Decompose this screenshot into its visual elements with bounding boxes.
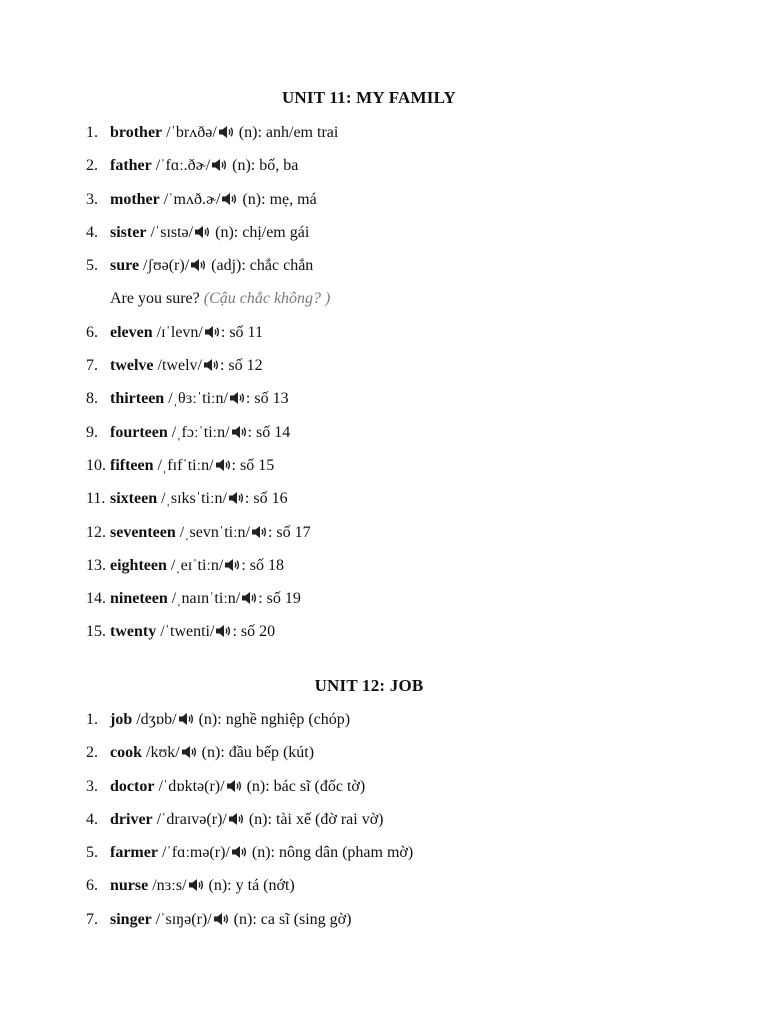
vocab-word: nineteen: [110, 590, 168, 608]
definition: : số 14: [247, 423, 291, 441]
ipa-transcription: /ˈfɑːmə(r)/: [161, 844, 230, 862]
ipa-transcription: /ˌsɪksˈtiːn/: [161, 490, 227, 508]
ipa-transcription: /ˈsɪstə/: [150, 223, 194, 241]
vocab-word: nurse: [110, 877, 149, 895]
definition: : số 16: [244, 490, 288, 508]
vocab-item: [0, 456, 768, 489]
item-number: 6.: [86, 877, 98, 895]
definition: : số 12: [219, 357, 263, 375]
speaker-icon[interactable]: [228, 812, 245, 832]
vocab-word: sure: [110, 257, 140, 275]
definition: (n): ca sĩ (sing gờ): [229, 910, 352, 928]
item-number: 6.: [86, 323, 98, 341]
vocab-entry: [110, 456, 274, 478]
vocab-item: [0, 423, 768, 456]
vocab-item: [0, 589, 768, 622]
definition: (n): y tá (nớt): [204, 877, 295, 895]
definition: (n): chị/em gái: [211, 223, 310, 241]
ipa-transcription: /ˈfɑː.ðɚ/: [155, 157, 211, 175]
ipa-transcription: /ˈdraɪvə(r)/: [156, 810, 227, 828]
ipa-transcription: /ˈbrʌðə/: [166, 124, 217, 141]
example-text: Are you sure?: [110, 290, 200, 308]
vocab-item: [0, 910, 768, 943]
vocab-word: father: [110, 157, 152, 175]
vocab-entry: [110, 389, 289, 411]
vocab-item: [0, 523, 768, 556]
speaker-icon[interactable]: [229, 391, 246, 411]
vocab-word: fourteen: [110, 423, 168, 441]
vocab-entry: [110, 489, 288, 511]
speaker-icon[interactable]: [231, 425, 248, 445]
speaker-icon[interactable]: [211, 158, 228, 178]
item-number: 12.: [86, 523, 106, 541]
definition: (n): anh/em trai: [234, 124, 339, 141]
vocab-word: thirteen: [110, 390, 165, 408]
vocab-entry: [110, 423, 290, 445]
definition: (n): tài xế (đờ rai vờ): [244, 810, 384, 828]
vocab-word: doctor: [110, 777, 155, 795]
definition: (n): mẹ, má: [238, 190, 317, 208]
definition: (n): bố, ba: [228, 157, 299, 175]
vocab-item: [0, 123, 768, 156]
definition: : số 15: [231, 456, 275, 474]
vocab-word: cook: [110, 744, 142, 762]
vocab-item: [0, 622, 768, 655]
definition: : số 19: [258, 590, 301, 608]
vocab-entry: [110, 323, 263, 345]
vocab-entry: [110, 743, 314, 765]
vocab-word: job: [110, 711, 133, 728]
item-number: 5.: [86, 844, 98, 862]
speaker-icon[interactable]: [226, 779, 243, 799]
vocab-word: mother: [110, 190, 160, 208]
unit-12-vocab-list: [0, 710, 768, 943]
vocab-entry: [110, 523, 311, 545]
vocab-item: [0, 156, 768, 189]
item-number: 4.: [86, 810, 98, 828]
definition: (n): đầu bếp (kút): [197, 744, 315, 762]
ipa-transcription: /ɪˈlevn/: [156, 323, 203, 341]
vocab-item: [0, 389, 768, 422]
vocab-item: [0, 710, 768, 743]
vocab-item: [0, 356, 768, 389]
vocab-item: [0, 223, 768, 256]
item-number: 7.: [86, 910, 98, 928]
speaker-icon[interactable]: [251, 525, 268, 545]
item-number: 7.: [86, 357, 98, 375]
vocab-word: eleven: [110, 323, 153, 341]
vocab-item: [0, 323, 768, 356]
vocab-word: twelve: [110, 357, 154, 375]
vocab-entry: [110, 876, 295, 898]
ipa-transcription: /ˌsevnˈtiːn/: [179, 523, 250, 541]
definition: (adj): chắc chắn: [207, 257, 314, 275]
vocab-word: fifteen: [110, 456, 154, 474]
item-number: 14.: [86, 590, 106, 608]
vocab-entry: [110, 123, 338, 145]
speaker-icon[interactable]: [241, 591, 258, 611]
item-number: 4.: [86, 223, 98, 241]
unit-11-vocab-list: [0, 123, 768, 656]
vocab-item: [0, 743, 768, 776]
unit-11-title: UNIT 11: MY FAMILY: [281, 88, 457, 107]
vocab-item: [0, 876, 768, 909]
vocab-entry: [110, 223, 309, 245]
definition: (n): nghề nghiệp (chóp): [194, 711, 351, 728]
vocab-word: seventeen: [110, 523, 176, 541]
item-number: 9.: [86, 423, 98, 441]
vocab-entry: [110, 777, 365, 799]
ipa-transcription: /ˈtwenti/: [160, 623, 215, 641]
ipa-transcription: /dʒɒb/: [136, 711, 177, 728]
vocab-entry: [110, 622, 275, 644]
vocab-entry: [110, 156, 298, 178]
speaker-icon[interactable]: [181, 745, 198, 765]
ipa-transcription: /twelv/: [157, 357, 202, 375]
ipa-transcription: /ʃʊə(r)/: [143, 257, 190, 275]
speaker-icon[interactable]: [203, 358, 220, 378]
vocab-item: [0, 190, 768, 223]
vocab-entry: [110, 556, 284, 578]
ipa-transcription: /ˌfɔːˈtiːn/: [171, 423, 230, 441]
item-number: 2.: [86, 744, 98, 762]
vocab-word: brother: [110, 124, 163, 141]
vocab-word: farmer: [110, 844, 158, 862]
item-number: 1.: [86, 711, 98, 728]
unit-12-title: UNIT 12: JOB: [314, 676, 424, 695]
definition: : số 13: [245, 390, 289, 408]
definition: : số 11: [220, 323, 263, 341]
example-entry: [110, 289, 330, 309]
speaker-icon[interactable]: [215, 624, 232, 644]
item-number: 3.: [86, 777, 98, 795]
vocab-item: [0, 256, 768, 289]
speaker-icon[interactable]: [215, 458, 232, 478]
ipa-transcription: /ˈdɒktə(r)/: [158, 777, 225, 795]
speaker-icon[interactable]: [231, 845, 248, 865]
item-number: 11.: [86, 490, 106, 508]
vocab-item: [0, 556, 768, 589]
example-sentence: [0, 289, 768, 322]
speaker-icon[interactable]: [188, 878, 205, 898]
speaker-icon[interactable]: [194, 225, 211, 245]
vocab-entry: [110, 843, 413, 865]
speaker-icon[interactable]: [224, 558, 241, 578]
speaker-icon[interactable]: [178, 712, 195, 732]
vocab-entry: [110, 190, 317, 212]
ipa-transcription: /ˈmʌð.ɚ/: [163, 190, 221, 208]
vocab-item: [0, 777, 768, 810]
item-number: 2.: [86, 157, 98, 175]
vocab-entry: [110, 810, 384, 832]
example-translation: (Cậu chắc không? ): [203, 290, 331, 308]
definition: (n): bác sĩ (đốc tờ): [242, 777, 366, 795]
item-number: 5.: [86, 257, 98, 275]
vocab-word: singer: [110, 910, 152, 928]
definition: : số 20: [232, 623, 276, 641]
vocab-entry: [110, 589, 301, 611]
item-number: 3.: [86, 190, 98, 208]
ipa-transcription: /ˈsɪŋə(r)/: [155, 910, 212, 928]
definition: (n): nông dân (pham mờ): [247, 844, 414, 862]
item-number: 8.: [86, 390, 98, 408]
ipa-transcription: /ˌnaɪnˈtiːn/: [171, 590, 241, 608]
definition: : số 17: [267, 523, 311, 541]
definition: : số 18: [241, 556, 284, 574]
vocab-item: [0, 489, 768, 522]
item-number: 15.: [86, 623, 106, 641]
item-number: 10.: [86, 456, 106, 474]
speaker-icon[interactable]: [228, 491, 245, 511]
vocab-item: [0, 810, 768, 843]
vocab-item: [0, 843, 768, 876]
speaker-icon[interactable]: [190, 258, 207, 278]
speaker-icon[interactable]: [213, 912, 230, 932]
item-number: 13.: [86, 556, 106, 574]
vocab-entry: [110, 256, 313, 278]
ipa-transcription: /nɜːs/: [152, 877, 187, 895]
speaker-icon[interactable]: [204, 325, 221, 345]
vocab-entry: [110, 710, 350, 732]
vocab-word: eighteen: [110, 556, 167, 574]
vocab-entry: [110, 356, 263, 378]
ipa-transcription: /ˌθɜːˈtiːn/: [168, 390, 228, 408]
vocab-word: twenty: [110, 623, 157, 641]
speaker-icon[interactable]: [221, 192, 238, 212]
vocab-word: sister: [110, 223, 147, 241]
ipa-transcription: /ˌfɪfˈtiːn/: [157, 456, 214, 474]
vocab-entry: [110, 910, 351, 932]
ipa-transcription: /kʊk/: [146, 744, 180, 762]
item-number: 1.: [86, 124, 98, 141]
vocab-word: driver: [110, 810, 153, 828]
speaker-icon[interactable]: [218, 125, 235, 145]
vocab-word: sixteen: [110, 490, 158, 508]
ipa-transcription: /ˌeɪˈtiːn/: [170, 556, 224, 574]
